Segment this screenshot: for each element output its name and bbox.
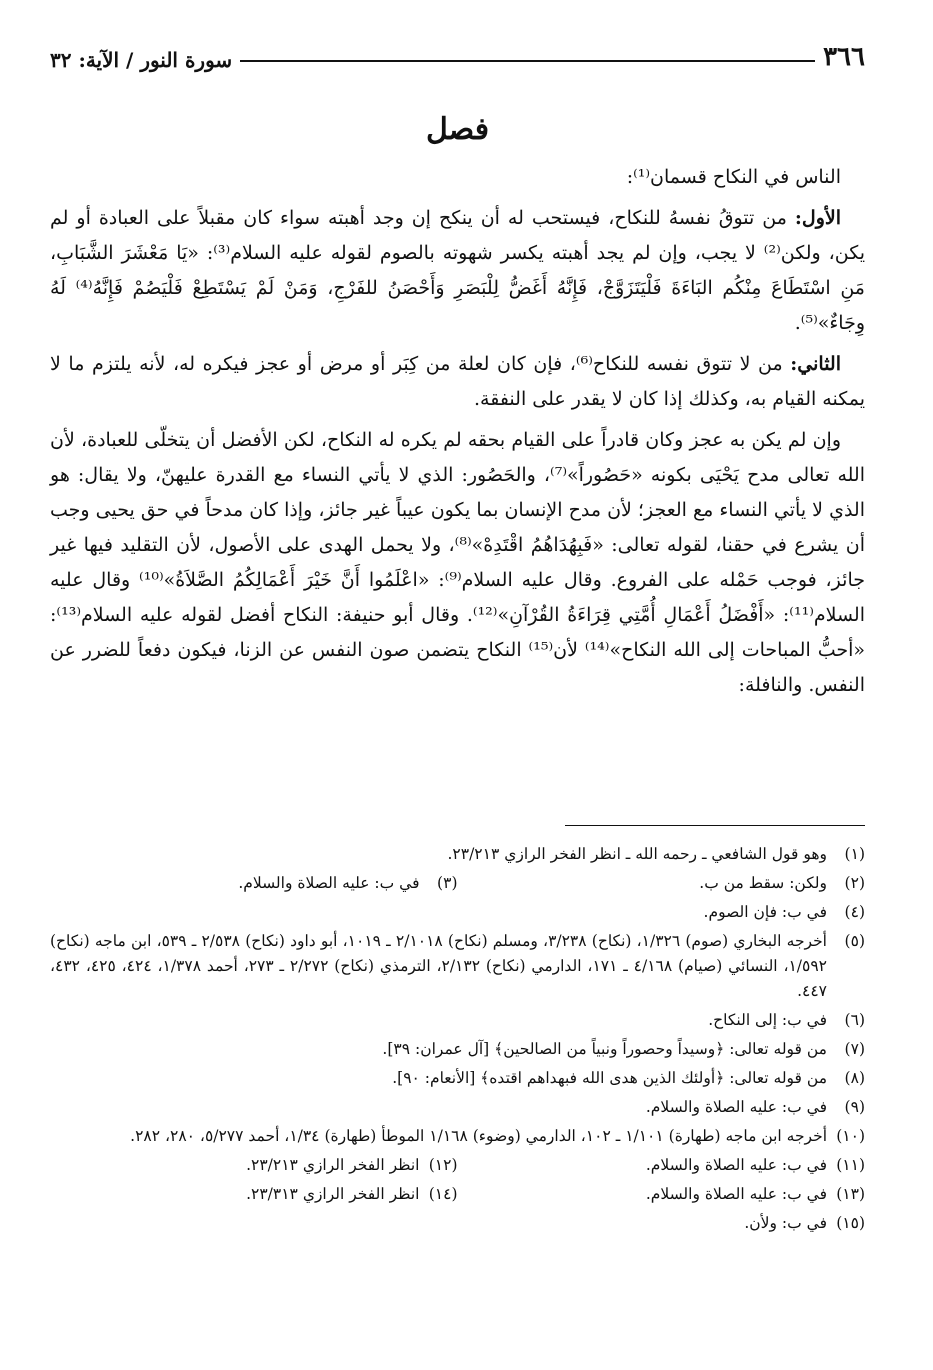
footnote-13	[458, 1182, 866, 1207]
footnote-number: (١٠)	[836, 1127, 865, 1145]
header-rule	[240, 60, 815, 62]
footnote-15	[50, 1211, 865, 1236]
footnote-2	[458, 871, 866, 896]
footnote-number: (٧)	[844, 1040, 865, 1058]
footnote-12	[50, 1153, 458, 1178]
running-head	[50, 38, 865, 70]
paragraph-intro: الناس في النكاح قسمان⁽¹⁾:	[626, 166, 841, 188]
footnote-text: في ب: فإن الصوم.	[703, 903, 827, 921]
footnote-text: في ب: عليه الصلاة والسلام.	[238, 874, 420, 892]
footnote-text: وهو قول الشافعي ـ رحمه الله ـ انظر الفخر الرازي ٢٣/٢١٣.	[447, 845, 827, 863]
footnote-text: من قوله تعالى: ﴿وسيداً وحصوراً ونبياً من الصالحين﴾ [آل عمران: ٣٩].	[382, 1040, 827, 1058]
footnote-number: (٢)	[844, 874, 865, 892]
footnote-5	[50, 929, 865, 1004]
footnote-text: من قوله تعالى: ﴿أولئك الذين هدى الله فبهداهم اقتده﴾ [الأنعام: ٩٠].	[392, 1069, 827, 1087]
running-title: سورة النور / الآية: ٣٢	[50, 48, 233, 72]
page-number: ٣٦٦	[823, 42, 865, 72]
footnote-text: في ب: عليه الصلاة والسلام.	[645, 1098, 827, 1116]
footnote-number: (١٥)	[836, 1214, 865, 1232]
paragraph-second-text: من لا تتوق نفسه للنكاح⁽⁶⁾، فإن كان لعلة من كِبَر أو مرض أو عجز فيكره له، لأنه يلتزم ما لا يمكنه القيام به، وكذلك إذا كان لا يقدر على النفقة.	[50, 353, 865, 410]
footnote-row	[50, 871, 865, 896]
footnote-14	[50, 1182, 458, 1207]
footnote-number: (١٢)	[428, 1156, 458, 1174]
footnote-text: انظر الفخر الرازي ٢٣/٣١٣.	[246, 1185, 420, 1203]
footnote-number: (٤)	[844, 903, 865, 921]
footnote-6	[50, 1008, 865, 1033]
footnote-number: (١٤)	[428, 1185, 458, 1203]
paragraph-first-text: من تتوقُ نفسهُ للنكاح، فيستحب له أن ينكح إن وجد أهبته سواء كان مقبلاً على العبادة أو لم يكن، ولكن⁽²⁾ لا يجب، وإن لم يجد أهبته يكسر شهوته بالصوم لقوله عليه السلام⁽³⁾: «يَا مَعْشَرَ الشَّبَابِ، مَنِ اسْتَطَاعَ مِنْكُم البَاءَةَ فَلْيَتَزَوَّجْ، فَإِنَّهُ أَغَضُّ لِلْبَصَرِ وَأَحْصَنُ للفَرْجِ، وَمَنْ لَمْ يَسْتَطِعْ فَلْيَصُمْ فَإِنَّهُ⁽⁴⁾ لَهُ وِجَاءٌ»⁽⁵⁾.	[50, 207, 866, 334]
footnote-text: في ب: ولأن.	[744, 1214, 827, 1232]
lead-first: الأول:	[794, 207, 841, 229]
footnote-text: في ب: عليه الصلاة والسلام.	[645, 1185, 827, 1203]
footnote-10	[50, 1124, 865, 1149]
section-heading: فصل	[425, 112, 490, 147]
footnote-rule	[565, 825, 865, 826]
page	[50, 0, 865, 1370]
footnote-3	[50, 871, 458, 896]
footnote-number: (٦)	[844, 1011, 865, 1029]
footnote-text: أخرجه البخاري (صوم) ١/٣٢٦، (نكاح) ٣/٢٣٨، ومسلم (نكاح) ٢/١٠١٨ ـ ١٠١٩، أبو داود (نكاح) ٢/٥٣٨ ـ ٥٣٩، ابن ماجه (نكاح) ١/٥٩٢، النسائي (صيام) ٤/١٦٨ ـ ١٧١، الدارمي (نكاح) ٢/١٣٢، الترمذي (نكاح) ٢/٢٧٢ ـ ٢٧٣، أحمد ١/٣٧٨، ٤٢٤، ٤٢٥، ٤٣٢، ٤٤٧.	[50, 932, 827, 1000]
footnote-text: أخرجه ابن ماجه (طهارة) ١/١٠١ ـ ١٠٢، الدارمي (وضوء) ١/١٦٨ الموطأ (طهارة) ١/٣٤، أحمد ٥/٢٧٧، ٢٨٠، ٢٨٢.	[130, 1127, 827, 1145]
footnotes	[50, 842, 865, 1240]
lead-second: الثاني:	[790, 353, 841, 375]
paragraph-third: وإن لم يكن به عجز وكان قادراً على القيام بحقه لم يكره له النكاح، لكن الأفضل أن يتخلّى للعبادة، لأن الله تعالى مدح يَحْيَى بكونه «حَصُوراً»⁽⁷⁾، والحَصُور: الذي لا يأتي النساء مع القدرة عليهنّ، ولا يقال: هو الذي لا يأتي النساء مع العجز؛ لأن مدح الإنسان بما يكون عيباً غير جائز، وإذا كان مدحاً في حق يحيى وجب أن يشرع في حقنا، لقوله تعالى: «فَبِهُدَاهُمُ اقْتَدِهْ»⁽⁸⁾، ولا يحمل الهدى على الأصول، لأن التقليد فيها غير جائز، فوجب حَمْله على الفروع. وقال عليه السلام⁽⁹⁾: «اعْلَمُوا أَنَّ خَيْرَ أَعْمَالِكُمُ الصَّلاَةُ»⁽¹⁰⁾ وقال عليه السلام⁽¹¹⁾: «أَفْضَلُ أَعْمَالِ أُمَّتِي قِرَاءَةُ القُرْآنِ»⁽¹²⁾. وقال أبو حنيفة: النكاح أفضل لقوله عليه السلام⁽¹³⁾: «أحبُّ المباحات إلى الله النكاح»⁽¹⁴⁾ لأن⁽¹⁵⁾ النكاح يتضمن صون النفس عن الزنا، فيكون دفعاً للضرر عن النفس. والنافلة:	[50, 429, 866, 696]
footnote-row	[50, 1153, 865, 1178]
body-text	[50, 160, 865, 709]
footnote-number: (٨)	[844, 1069, 865, 1087]
footnote-row	[50, 1182, 865, 1207]
footnote-4	[50, 900, 865, 925]
paragraph-second	[50, 347, 865, 417]
footnote-text: انظر الفخر الرازي ٢٣/٢١٣.	[246, 1156, 420, 1174]
footnote-8	[50, 1066, 865, 1091]
footnote-text: في ب: إلى النكاح.	[708, 1011, 827, 1029]
footnote-7	[50, 1037, 865, 1062]
footnote-text: في ب: عليه الصلاة والسلام.	[645, 1156, 827, 1174]
footnote-number: (١٣)	[836, 1185, 865, 1203]
footnote-number: (٥)	[844, 932, 865, 950]
footnote-number: (١١)	[836, 1156, 865, 1174]
footnote-number: (٩)	[844, 1098, 865, 1116]
footnote-9	[50, 1095, 865, 1120]
footnote-11	[458, 1153, 866, 1178]
footnote-1	[50, 842, 865, 867]
paragraph-first	[50, 201, 865, 341]
footnote-number: (٣)	[437, 874, 458, 892]
footnote-text: ولكن: سقط من ب.	[699, 874, 827, 892]
footnote-number: (١)	[844, 845, 865, 863]
